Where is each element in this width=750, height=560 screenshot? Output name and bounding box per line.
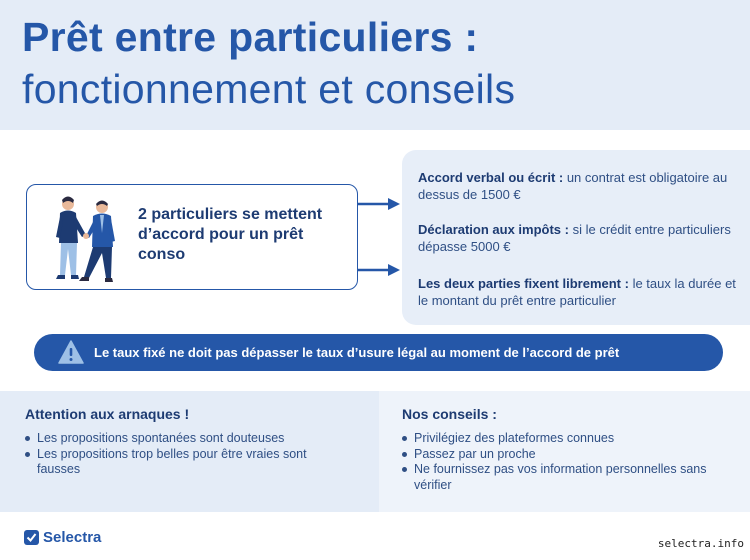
list-item: Passez par un proche <box>402 447 737 463</box>
info-panel <box>402 150 750 325</box>
info-item-text: un contrat est obligatoire au dessus de 1500 € <box>418 170 728 202</box>
info-item-heading: Accord verbal ou écrit : <box>418 170 564 185</box>
handshake-people-icon <box>51 193 119 285</box>
selectra-logo <box>24 528 101 546</box>
page-subtitle: fonctionnement et conseils <box>22 66 516 112</box>
advice-section <box>379 391 750 512</box>
scams-list <box>25 431 345 478</box>
warning-icon <box>58 340 84 364</box>
scams-section <box>0 391 379 512</box>
list-item: Privilégiez des plateformes connues <box>402 431 737 447</box>
warning-banner <box>34 334 723 371</box>
agreement-card <box>26 184 358 290</box>
logo-text: Selectra <box>43 528 102 546</box>
info-item-heading: Déclaration aux impôts : <box>418 222 569 237</box>
arrow-icon <box>358 196 402 212</box>
scams-title: Attention aux arnaques ! <box>25 406 190 422</box>
list-item: Ne fournissez pas vos information personnelles sans vérifier <box>402 462 737 493</box>
info-item-terms <box>418 275 743 309</box>
advice-list <box>402 431 737 493</box>
info-item-taxes <box>418 221 743 255</box>
checkmark-icon <box>24 530 39 545</box>
info-item-text: si le crédit entre particuliers dépasse 5000 € <box>418 222 731 254</box>
info-item-text: le taux la durée et le montant du prêt entre particulier <box>418 276 736 308</box>
advice-title: Nos conseils : <box>402 406 497 422</box>
source-label: selectra.info <box>657 537 744 550</box>
info-item-heading: Les deux parties fixent librement : <box>418 276 629 291</box>
header-banner <box>0 0 750 130</box>
list-item: Les propositions spontanées sont douteuses <box>25 431 345 447</box>
list-item: Les propositions trop belles pour être vraies sont fausses <box>25 447 345 478</box>
agreement-text: 2 particuliers se mettent d’accord pour un prêt conso <box>138 206 323 263</box>
page-title: Prêt entre particuliers : <box>22 14 479 60</box>
info-item-contract <box>418 169 743 203</box>
warning-text: Le taux fixé ne doit pas dépasser le taux d’usure légal au moment de l’accord de prêt <box>94 345 620 360</box>
arrow-icon <box>358 262 402 278</box>
